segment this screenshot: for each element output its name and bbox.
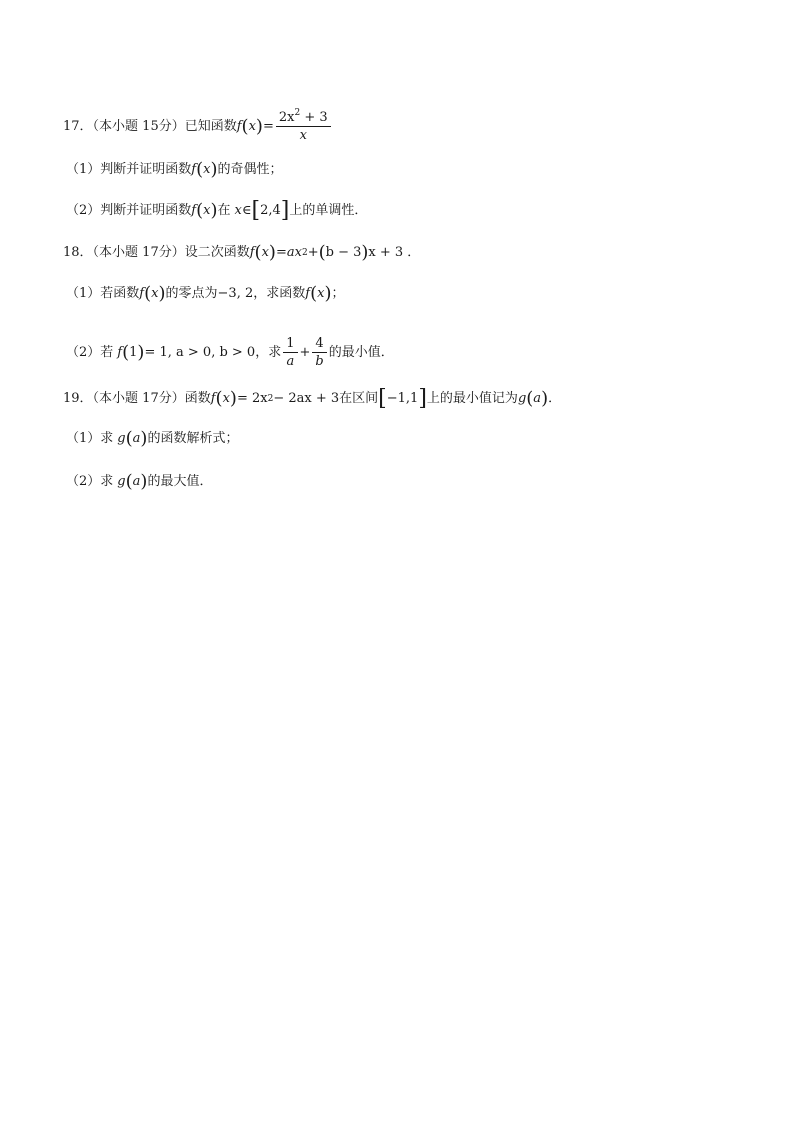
part-text: 若 <box>100 344 114 360</box>
part-text-mid: 在区间 <box>339 391 379 406</box>
term-ax: ax <box>286 245 302 260</box>
function-name: f <box>236 118 242 134</box>
paren-open: ( <box>310 283 318 304</box>
part-label: （2） <box>66 203 101 218</box>
paren-close: ) <box>324 283 332 304</box>
bracket-open: [ <box>251 198 261 223</box>
conditions: = 1, a > 0, b > 0 <box>144 344 256 360</box>
function-var: a <box>132 474 141 489</box>
part-label: （1） <box>66 162 101 177</box>
part-text: 求 <box>100 474 114 489</box>
function-var: x <box>222 391 230 406</box>
question-17-header <box>63 110 794 143</box>
bracket-close: ] <box>280 198 290 223</box>
paren-close: ) <box>158 283 166 304</box>
paren-close: ) <box>255 115 263 137</box>
question-19-part-2 <box>66 472 794 492</box>
part-text-after: 的奇偶性； <box>217 162 283 177</box>
function-var: x <box>203 203 211 218</box>
function-name: f <box>210 391 216 406</box>
fraction-denominator: x <box>299 128 307 143</box>
function-name: f <box>117 344 123 360</box>
function-var: x <box>261 245 269 260</box>
part-label: （2） <box>66 474 101 489</box>
equals-sign: = <box>275 245 287 260</box>
bracket-open: [ <box>378 386 387 411</box>
part-label: （2） <box>66 344 101 360</box>
part-text-mid2: ，求函数 <box>253 286 306 301</box>
function-name: f <box>305 286 311 301</box>
paren-close: ) <box>140 428 148 449</box>
paren-close: ) <box>137 341 145 363</box>
question-number: 19 <box>63 391 80 406</box>
part-text-after: 的最大值． <box>147 474 213 489</box>
question-header-text: ．（本小题 15分）已知函数 <box>79 118 237 134</box>
part-text-after: 的函数解析式； <box>147 431 239 446</box>
fraction-four-over-b <box>312 336 326 369</box>
zeros-values: −3, 2 <box>217 286 254 301</box>
function-name: f <box>191 162 197 177</box>
paren-open: ( <box>526 388 534 409</box>
fraction-numerator: 1 <box>283 336 297 353</box>
formula-eq: = 2x <box>236 391 268 406</box>
plus-sign: + <box>299 344 311 360</box>
function-g: g <box>517 391 527 406</box>
part-label: （1） <box>66 286 101 301</box>
variable: x <box>234 203 242 218</box>
fraction-denominator: b <box>315 354 324 369</box>
function-arg: 1 <box>129 344 138 360</box>
interval-values: 2,4 <box>260 203 281 218</box>
function-var: x <box>317 286 325 301</box>
function-var: x <box>248 118 256 134</box>
part-text: 若函数 <box>100 286 140 301</box>
paren-close: ) <box>541 388 549 409</box>
paren-close: ) <box>361 242 369 263</box>
question-header-text: ．（本小题 17分）设二次函数 <box>79 245 250 260</box>
question-19-header: 19 ．（本小题 17分）函数 f ( x ) = 2x 2 − 2ax + 3 在区间 [ −1,1 ] 上的最小值记为 g ( a ) ． <box>63 386 562 411</box>
period: ． <box>548 391 562 406</box>
function-var: a <box>533 391 542 406</box>
element-of-symbol: ∈ <box>241 203 252 218</box>
paren-close: ) <box>210 159 218 180</box>
part-text-mid: 的零点为 <box>165 286 218 301</box>
term-b: b − 3 <box>325 245 362 260</box>
question-19-part-1 <box>66 429 794 449</box>
paren-open: ( <box>122 341 130 363</box>
function-g: g <box>117 431 126 446</box>
part-text-after: ； <box>331 286 345 301</box>
interval-values: −1,1 <box>386 391 419 406</box>
paren-open: ( <box>196 200 204 221</box>
fraction-denominator: a <box>286 354 295 369</box>
question-number: 18 <box>63 245 80 260</box>
paren-open: ( <box>318 242 326 263</box>
paren-open: ( <box>125 428 133 449</box>
question-17-part-1 <box>66 160 794 180</box>
paren-open: ( <box>254 242 262 263</box>
question-number: 17 <box>63 118 80 134</box>
paren-open: ( <box>196 159 204 180</box>
paren-open: ( <box>125 471 133 492</box>
part-text-after: 的最小值． <box>328 344 394 360</box>
function-var: a <box>132 431 141 446</box>
fraction-numerator: $2x^2 + 3$ <box>276 110 331 127</box>
fraction <box>276 110 331 143</box>
formula-tail: x + 3 ． <box>368 245 421 260</box>
question-18-part-1 <box>66 284 794 304</box>
function-name: f <box>139 286 145 301</box>
part-text: 判断并证明函数 <box>100 203 192 218</box>
paren-close: ) <box>140 471 148 492</box>
equals-sign: = <box>262 118 274 134</box>
bracket-close: ] <box>418 386 427 411</box>
fraction-numerator: 4 <box>312 336 326 353</box>
paren-open: ( <box>241 115 249 137</box>
function-var: x <box>151 286 159 301</box>
question-18-part-2 <box>66 336 794 369</box>
part-text: 求 <box>100 431 114 446</box>
function-name: f <box>249 245 255 260</box>
part-text-mid: ，求 <box>255 344 282 360</box>
part-text: 判断并证明函数 <box>100 162 192 177</box>
question-17-part-2 <box>66 200 794 222</box>
part-text-after: 上的最小值记为 <box>426 391 518 406</box>
function-var: x <box>203 162 211 177</box>
paren-close: ) <box>268 242 276 263</box>
part-label: （1） <box>66 431 101 446</box>
part-text-after: 上的单调性． <box>289 203 368 218</box>
fraction-one-over-a <box>283 336 297 369</box>
question-18-header: 18 ．（本小题 17分）设二次函数 f ( x ) = ax 2 + ( b − 3 ) x + 3 ． <box>63 242 421 263</box>
paren-close: ) <box>210 200 218 221</box>
function-name: f <box>191 203 197 218</box>
function-g: g <box>117 474 126 489</box>
paren-open: ( <box>144 283 152 304</box>
formula-rest: − 2ax + 3 <box>273 391 340 406</box>
part-text-mid: 在 <box>217 203 231 218</box>
paren-open: ( <box>215 388 223 409</box>
plus-sign: + <box>307 245 319 260</box>
question-header-text: ．（本小题 17分）函数 <box>79 391 211 406</box>
paren-close: ) <box>229 388 237 409</box>
